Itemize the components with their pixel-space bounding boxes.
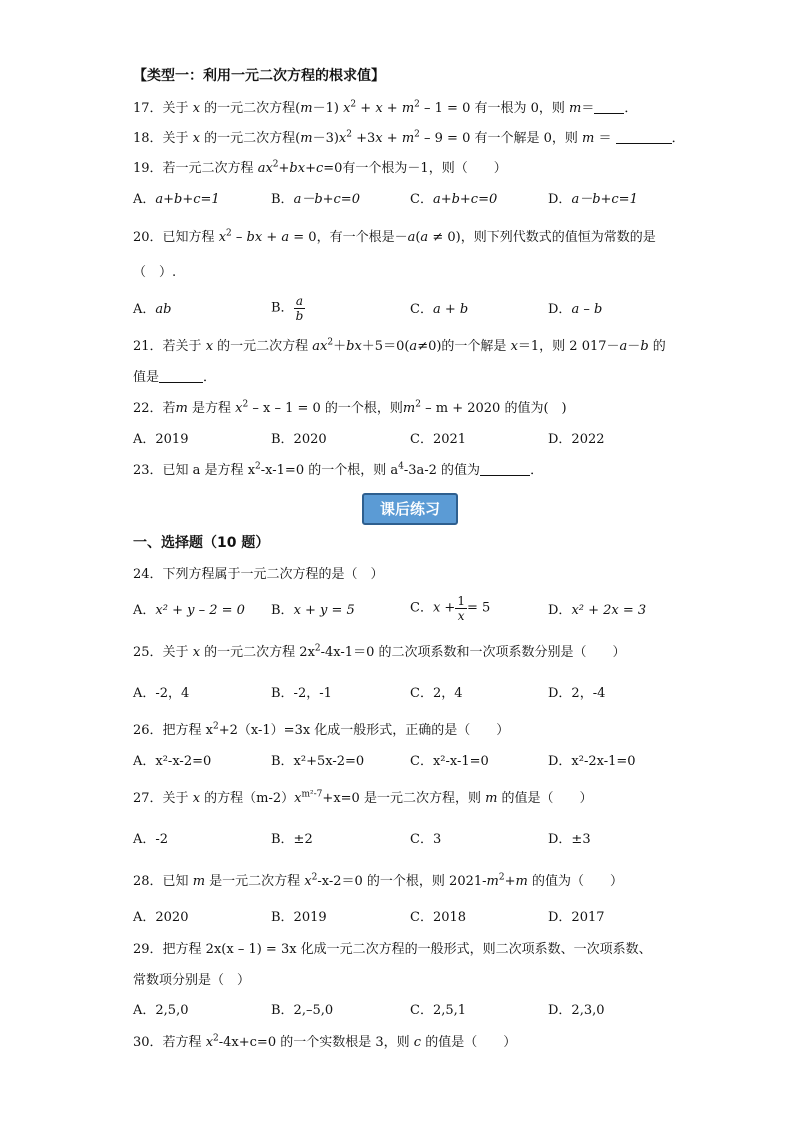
question-27: 27．关于 x 的方程$(m-2)x^{m^2-7}+x=0$ 是一元二次方程，则 m 的值是（ ） (133, 789, 593, 806)
answer-blank[interactable] (594, 99, 624, 114)
option-d[interactable]: D．a – b (548, 302, 603, 317)
answer-blank[interactable] (616, 129, 672, 144)
option-d[interactable]: D．x²-2x-1=0 (548, 754, 636, 769)
option-c[interactable]: C．x + $\frac{1}{x}$ = 5 (410, 594, 491, 623)
option-b[interactable]: B．a－b+c=0 (271, 192, 360, 207)
type-heading: 【类型一：利用一元二次方程的根求值】 (133, 68, 385, 84)
question-18: 18．关于 x 的一元二次方程$(m-3)x^2 +3x + m^2 - 9 = 0$ 有一个解是 0，则 m ＝ ． (133, 129, 685, 146)
option-a[interactable]: A．x²-x-2=0 (133, 754, 212, 769)
question-25: 25．关于 x 的一元二次方程 $2x^2-4x-1=0$ 的二次项系数和一次项系数分别是（ ） (133, 643, 626, 660)
question-20: 20．已知方程 $x^2$ – bx + a = 0，有一个根是－a(a ≠ 0)，则下列代数式的值恒为常数的是 (133, 228, 656, 245)
option-a[interactable]: A．2019 (133, 432, 189, 447)
question-29-line2: 常数项分别是（ ） (133, 973, 251, 988)
after-class-practice-banner: 课后练习 (362, 493, 458, 525)
question-20-line2: （ ）. (133, 265, 177, 280)
option-a[interactable]: A．2020 (133, 910, 189, 925)
question-17: 17．关于 x 的一元二次方程(m－1) $x^2 + x + m^2 - 1 = 0$ 有一根为 0，则 m＝ ． (133, 99, 638, 116)
question-30: 30．若方程 $x^2-4x+c=0$ 的一个实数根是 3，则 c 的值是（ ） (133, 1033, 517, 1050)
option-b[interactable]: B． $\frac{a}{b}$ (271, 294, 304, 323)
option-b[interactable]: B．±2 (271, 832, 313, 847)
option-d[interactable]: D．2,3,0 (548, 1003, 605, 1018)
section-heading: 一、选择题（10 题） (133, 535, 270, 551)
option-b[interactable]: B．x + y = 5 (271, 603, 355, 618)
option-b[interactable]: B．2020 (271, 432, 327, 447)
answer-blank[interactable] (159, 368, 203, 383)
option-d[interactable]: D．2022 (548, 432, 605, 447)
option-c[interactable]: C．2,5,1 (410, 1003, 467, 1018)
option-c[interactable]: C．2，4 (410, 686, 463, 701)
option-b[interactable]: B．x²+5x-2=0 (271, 754, 365, 769)
option-c[interactable]: C．x²-x-1=0 (410, 754, 489, 769)
option-b[interactable]: B．2,–5,0 (271, 1003, 334, 1018)
option-a[interactable]: A．-2，4 (133, 686, 190, 701)
question-26: 26．把方程 $x^2+2(x-1)=3x$ 化成一般形式，正确的是（ ） (133, 721, 510, 738)
option-a[interactable]: A．2,5,0 (133, 1003, 189, 1018)
fraction: $\frac{a}{b}$ (295, 294, 304, 323)
question-23: 23．已知 a 是方程 $x^2-x-1=0$ 的一个根，则 $a^4-3a-2$ 的值为 ． (133, 461, 544, 478)
question-22: 22．若m 是方程 $x^2 - x - 1 = 0$ 的一个根，则$m^2 - m + 2020$ 的值为( ) (133, 399, 567, 416)
option-b[interactable]: B．-2，-1 (271, 686, 332, 701)
question-28: 28．已知 m 是一元二次方程 $x^2-x-2=0$ 的一个根，则 $2021-m^2+m$ 的值为（ ） (133, 872, 623, 889)
fraction: $\frac{1}{x}$ (457, 594, 465, 623)
option-a[interactable]: A．ab (133, 302, 172, 317)
option-d[interactable]: D．2017 (548, 910, 605, 925)
option-d[interactable]: D．2，-4 (548, 686, 606, 701)
option-c[interactable]: C．2018 (410, 910, 467, 925)
question-24: 24．下列方程属于一元二次方程的是（ ） (133, 567, 384, 582)
option-d[interactable]: D．x² + 2x = 3 (548, 603, 647, 618)
question-21: 21．若关于 x 的一元二次方程 $ax^2+bx+5=0(a\ne 0)$的一个解是 x＝1，则 2 017－a－b 的 (133, 337, 666, 354)
answer-blank[interactable] (480, 461, 530, 476)
question-21-line2: 值是 ． (133, 370, 217, 385)
option-d[interactable]: D．±3 (548, 832, 591, 847)
option-c[interactable]: C．3 (410, 832, 442, 847)
option-a[interactable]: A．-2 (133, 832, 169, 847)
option-d[interactable]: D．a－b+c=1 (548, 192, 638, 207)
question-19: 19．若一元二次方程 $ax^2+bx+c=0$有一个根为－1，则（ ） (133, 159, 507, 176)
option-c[interactable]: C．a + b (410, 302, 469, 317)
option-b[interactable]: B．2019 (271, 910, 327, 925)
option-c[interactable]: C．a+b+c=0 (410, 192, 498, 207)
question-29: 29．把方程 2x(x – 1) = 3x 化成一元二次方程的一般形式，则二次项系数、一次项系数、 (133, 942, 652, 957)
option-a[interactable]: A．a+b+c=1 (133, 192, 220, 207)
option-c[interactable]: C．2021 (410, 432, 467, 447)
option-a[interactable]: A．x² + y – 2 = 0 (133, 603, 245, 618)
